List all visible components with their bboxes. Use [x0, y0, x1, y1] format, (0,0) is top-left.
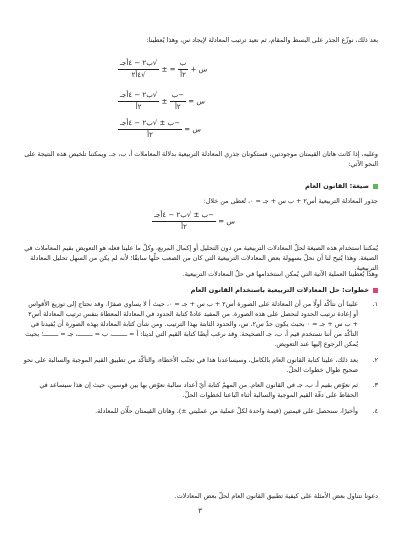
- step-text: ثم نعوّض بقيم أ، ب، جـ في القانون العام. من المهمّ كتابة أيّ أعداد سالبة نعوّض بها بين قوسين، حيث إن هذا سيساعد في الحفاظ على دقّة القيم الموجبة والسالبة أثناء اتّباعنا لخطوات الحلّ.: [39, 381, 358, 400]
- eq1-b-num: ب: [178, 58, 189, 70]
- formula-statement: جذور المعادلة التربيعية أس٢ + ب س + جـ = ٠، تُعطى من خلال:: [203, 197, 378, 205]
- eq2-b-den: ٢أ: [135, 102, 142, 111]
- eq1-root-fraction: [118, 58, 159, 81]
- eq2-b-num: √ب٢ − ٤أجـ: [118, 90, 159, 102]
- equation-step-3: [118, 118, 201, 141]
- steps-heading: [191, 285, 378, 295]
- square-marker-icon: [373, 288, 378, 293]
- list-item: [22, 356, 378, 376]
- step-number: ٣.: [372, 381, 378, 390]
- formula-title: صيغة: القانون العام: [305, 182, 369, 190]
- eq3-num: −ب ± √ب٢ − ٤أجـ: [118, 118, 182, 130]
- formula-num: −ب ± √ب٢ − ٤أجـ: [152, 210, 216, 222]
- outro-text: دعونا نتناول بعض الأمثلة على كيفية تطبيق القانون العام لحلّ بعض المعادلات.: [174, 492, 378, 500]
- square-marker-icon: [373, 184, 378, 189]
- eq1-b-den: ٢أ: [180, 70, 186, 79]
- formula-heading: [305, 181, 378, 191]
- step-text: علينا أن نتأكّد أولًا من أن المعادلة على الصورة أس٢ + ب س + جـ = ٠، حيث أ لا يساوي صفرًا. وقد نحتاج إلى توزيع الأقواس أو إعادة ترتيب الحدود لنحصل على هذه الصورة. من المفيد عادةً كتابة الحدود في المعادلة المعطاة بنفس ترتيب المعادلة أس٢ + ب س + جـ = ٠ بحيث يكون حدّ س٢، س، والحدود الثابتة بهذا الترتيب. ومن شأن كتابة المعادلة بهذه الصورة أن يُفيدنا في التأكّد من أننا نستخدم قيم أ، ب، جـ الصحيحة. وقد نرغب أيضًا كتابة القيم التي لدينا: أ = ــــــــ، ب = ــــــــ، جـ = ــــــــ؛ بحيث يُمكن الرجوع إليها عند التعويض.: [25, 300, 358, 348]
- intro-text: بعد ذلك، نوزّع الجذر على البسط والمقام، ثم نعيد ترتيب المعادلة لإيجاد س، وهذا يُعطينا:: [146, 36, 378, 44]
- eq2-lhs: س =: [188, 97, 205, 106]
- eq3-lhs: س =: [184, 125, 201, 134]
- eq1-lhs: س +: [190, 65, 208, 74]
- eq2-a-num: −ب: [170, 90, 186, 102]
- general-formula: [152, 210, 235, 233]
- page-number: ٣: [198, 507, 202, 516]
- paragraph-process: وهذا يُعطينا العملية الآتية التي يُمكن استخدامها في حلّ المعادلات التربيعية.: [182, 270, 378, 278]
- equation-step-1: [118, 58, 207, 81]
- eq3-fraction: [118, 118, 182, 141]
- formula-den: ٢أ: [181, 222, 187, 231]
- eq1-root-den: √٤أ٢: [131, 70, 146, 79]
- formula-fraction: [152, 210, 216, 233]
- list-item: [22, 300, 378, 350]
- conclusion-text: وعليه، إذا كانت هاتان القيمتان موجودتين، فستكونان جذري المعادلة التربيعية بدلالة المعاملات أ، ب، جـ. ويمكننا تلخيص هذه النتيجة على النحو الآتي:: [24, 150, 378, 168]
- steps-list: [22, 300, 378, 423]
- eq2-a-fraction: [170, 90, 186, 113]
- step-text: بعد ذلك، علينا كتابة القانون العام بالكامل، وسيساعدنا هذا في تجنّب الأخطاء، والتأكّد من تطبيق القيم الموجبة والسالبة على نحو صحيح طوال خطوات الحلّ.: [23, 355, 358, 374]
- steps-title: خطوات: حل المعادلات التربيعية باستخدام القانون العام: [190, 286, 369, 294]
- eq2-a-den: ٢أ: [174, 102, 181, 111]
- eq1-pm: = ±: [161, 65, 176, 74]
- formula-lhs: س =: [218, 217, 235, 226]
- step-number: ٤.: [372, 407, 378, 416]
- list-item: [22, 407, 378, 417]
- equation-step-2: [118, 90, 205, 113]
- eq1-b-fraction: [178, 58, 189, 81]
- eq1-root-num: √ب٢ − ٤أجـ: [118, 58, 159, 70]
- eq3-den: ٢أ: [147, 130, 153, 139]
- step-text: وأخيرًا، سنحصل على قيمتين (قيمة واحدة لكلّ عملية من عمليتي ±)، وهاتان القيمتان حلّان للمعادلة.: [95, 407, 358, 416]
- list-item: [22, 381, 378, 401]
- eq2-b-fraction: [118, 90, 159, 113]
- step-number: ٢.: [372, 355, 378, 364]
- paragraph-usage: يُمكننا استخدام هذه الصيغة لحلّ المعادلات التربيعية من دون التحليل أو إكمال المربع، وكلّ ما علينا فعله هو التعويض بقيم المعاملات في الصيغة. وهذا يُتيح لنا أن نحلّ بسهولة بعض المعادلات التربيعية التي كان من الصعب حلّها سابقًا؛ لأنه لم يكن من السهل تحليل المعادلة التربيعية.: [24, 244, 378, 272]
- eq2-pm: ±: [161, 97, 168, 106]
- step-number: ١.: [372, 300, 378, 308]
